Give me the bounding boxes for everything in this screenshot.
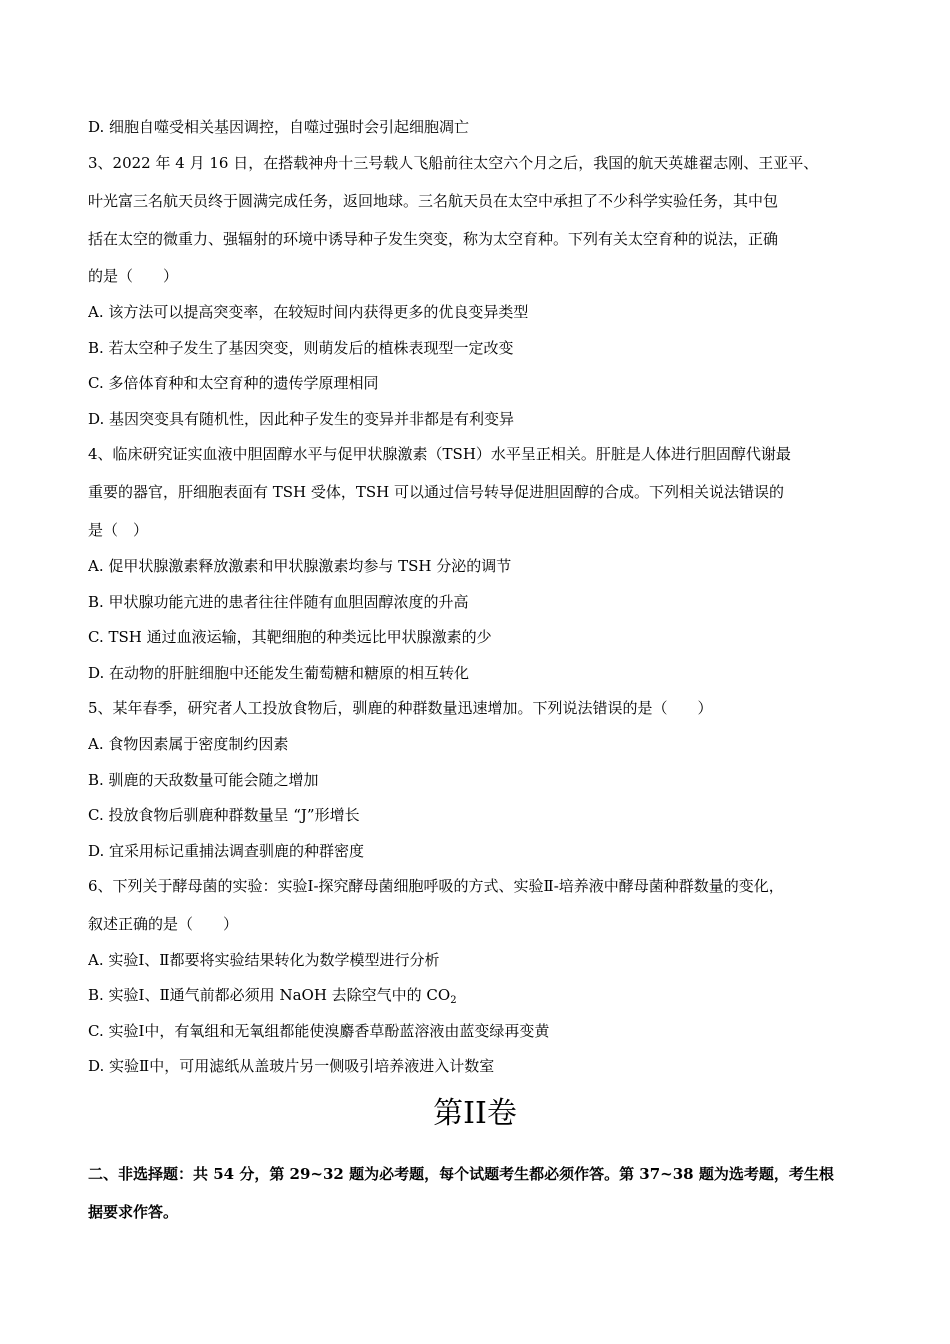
question-3-line-4: 的是（ ） bbox=[88, 267, 179, 285]
question-3-line-1: 3、2022 年 4 月 16 日，在搭载神舟十三号载人飞船前往太空六个月之后，我国的航天英雄翟志刚、王亚平、 bbox=[88, 154, 819, 172]
option-6b bbox=[88, 985, 878, 1005]
section-description-line-2: 据要求作答。 bbox=[88, 1203, 179, 1221]
option-3a: A. 该方法可以提高突变率，在较短时间内获得更多的优良变异类型 bbox=[88, 303, 529, 321]
option-5d: D. 宜采用标记重捕法调查驯鹿的种群密度 bbox=[88, 842, 365, 860]
section-description-line-1: 二、非选择题：共 54 分，第 29~32 题为必考题，每个试题考生都必须作答。第 37~38 题为选考题，考生根 bbox=[88, 1165, 834, 1183]
question-4-line-3: 是（ ） bbox=[88, 521, 149, 539]
option-3d: D. 基因突变具有随机性，因此种子发生的变异并非都是有利变异 bbox=[88, 410, 515, 428]
option-6c: C. 实验Ⅰ中，有氧组和无氧组都能使溴麝香草酚蓝溶液由蓝变绿再变黄 bbox=[88, 1022, 550, 1040]
option-3c: C. 多倍体育种和太空育种的遗传学原理相同 bbox=[88, 374, 379, 392]
question-3-line-2: 叶光富三名航天员终于圆满完成任务，返回地球。三名航天员在太空中承担了不少科学实验任务，其中包 bbox=[88, 192, 779, 210]
question-6-line-1: 6、下列关于酵母菌的实验：实验Ⅰ-探究酵母菌细胞呼吸的方式、实验Ⅱ-培养液中酵母菌种群数量的变化， bbox=[88, 877, 784, 895]
option-4a: A. 促甲状腺激素释放激素和甲状腺激素均参与 TSH 分泌的调节 bbox=[88, 557, 512, 575]
question-3-line-3: 括在太空的微重力、强辐射的环境中诱导种子发生突变，称为太空育种。下列有关太空育种的说法，正确 bbox=[88, 230, 779, 248]
option-5a: A. 食物因素属于密度制约因素 bbox=[88, 735, 289, 753]
option-6b-text: B. 实验Ⅰ、Ⅱ通气前都必须用 NaOH 去除空气中的 CO bbox=[88, 986, 451, 1004]
co2-subscript: 2 bbox=[450, 995, 457, 1005]
question-6-line-2: 叙述正确的是（ ） bbox=[88, 915, 239, 933]
question-5: 5、某年春季，研究者人工投放食物后，驯鹿的种群数量迅速增加。下列说法错误的是（ ） bbox=[88, 699, 713, 717]
option-5b: B. 驯鹿的天敌数量可能会随之增加 bbox=[88, 771, 319, 789]
option-4b: B. 甲状腺功能亢进的患者往往伴随有血胆固醇浓度的升高 bbox=[88, 593, 469, 611]
option-5c: C. 投放食物后驯鹿种群数量呈 “J”形增长 bbox=[88, 806, 360, 824]
section-title: 第II卷 bbox=[433, 1096, 517, 1131]
question-4-line-1: 4、临床研究证实血液中胆固醇水平与促甲状腺激素（TSH）水平呈正相关。肝脏是人体进行胆固醇代谢最 bbox=[88, 445, 791, 463]
question-4-line-2: 重要的器官，肝细胞表面有 TSH 受体，TSH 可以通过信号转导促进胆固醇的合成。下列相关说法错误的 bbox=[88, 483, 785, 501]
option-3b: B. 若太空种子发生了基因突变，则萌发后的植株表现型一定改变 bbox=[88, 339, 514, 357]
option-6d: D. 实验Ⅱ中，可用滤纸从盖玻片另一侧吸引培养液进入计数室 bbox=[88, 1057, 495, 1075]
option-6a: A. 实验Ⅰ、Ⅱ都要将实验结果转化为数学模型进行分析 bbox=[88, 951, 440, 969]
option-2d: D. 细胞自噬受相关基因调控，自噬过强时会引起细胞凋亡 bbox=[88, 118, 470, 136]
option-4d: D. 在动物的肝脏细胞中还能发生葡萄糖和糖原的相互转化 bbox=[88, 664, 470, 682]
option-4c: C. TSH 通过血液运输，其靶细胞的种类远比甲状腺激素的少 bbox=[88, 628, 492, 646]
